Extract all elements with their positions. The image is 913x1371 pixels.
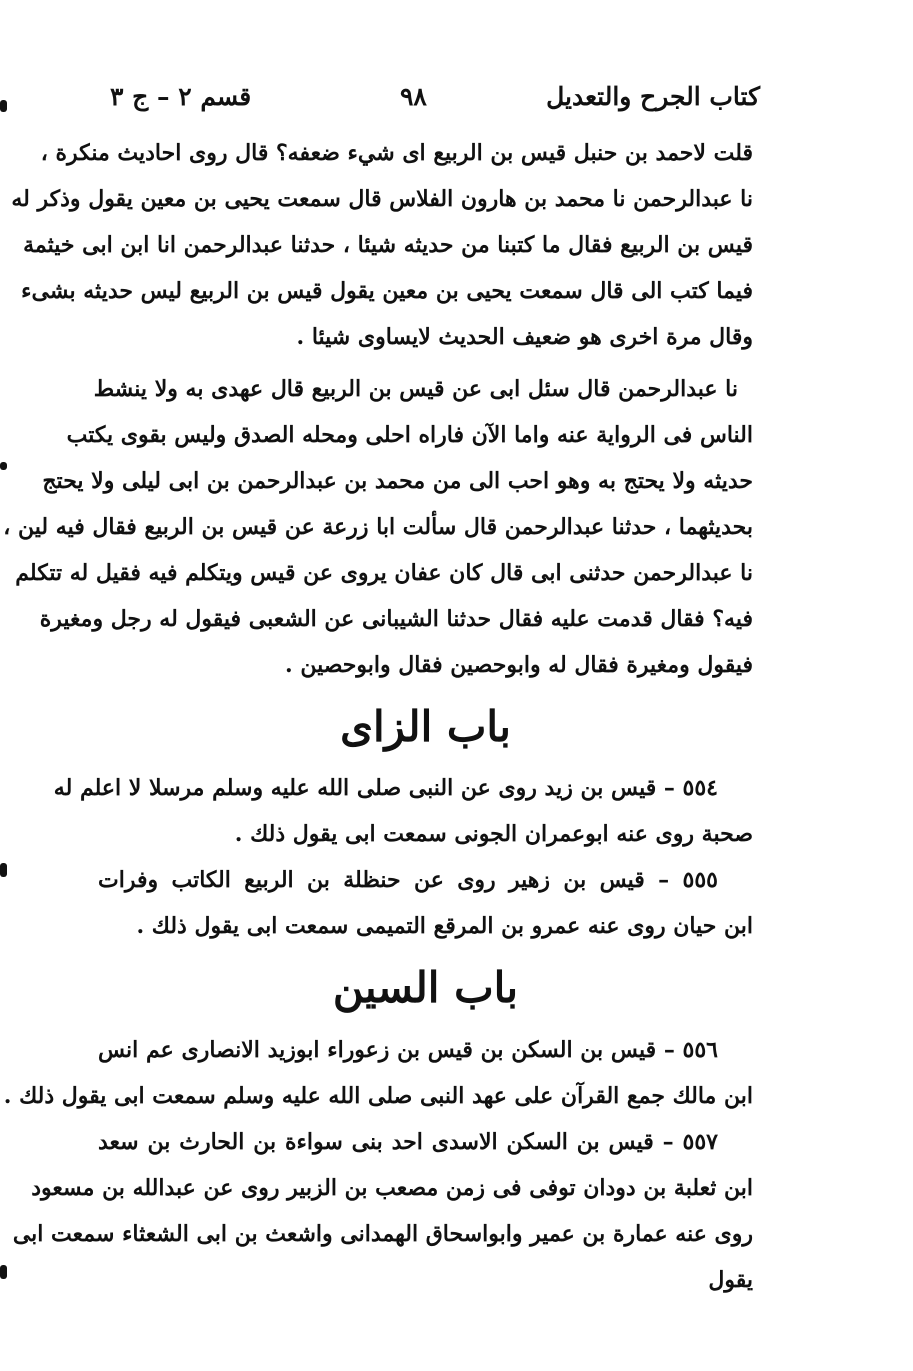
text-line: وقال مرة اخرى هو ضعيف الحديث لايساوى شيئا .	[296, 324, 753, 350]
entry-line: ٥٥٧ – قيس بن السكن الاسدى احد بنى سواءة بن الحارث بن سعد	[98, 1129, 718, 1155]
text-line: فيه؟ فقال قدمت عليه فقال حدثنا الشيبانى عن الشعبى فيقول له رجل ومغيرة	[39, 606, 753, 632]
text-line: قلت لاحمد بن حنبل قيس بن الربيع اى شيء ضعفه؟ قال روى احاديث منكرة ،	[40, 140, 753, 166]
scan-mark	[0, 863, 7, 877]
entry-line: ابن ثعلبة بن دودان توفى فى زمن مصعب بن الزبير روى عن عبدالله بن مسعود	[31, 1175, 753, 1201]
text-line: حديثه ولا يحتج به وهو احب الى من محمد بن عبدالرحمن بن ابى ليلى ولا يحتج	[42, 468, 753, 494]
text-line: نا عبدالرحمن حدثنى ابى قال كان عفان يروى عن قيس ويتكلم فيه فقيل له تتكلم	[15, 560, 753, 586]
text-line: فيما كتب الى قال سمعت يحيى بن معين يقول قيس بن الربيع ليس حديثه بشىء	[21, 278, 753, 304]
section-heading-zay: باب الزاى	[340, 702, 511, 751]
entry-line: صحبة روى عنه ابوعمران الجونى سمعت ابى يقول ذلك .	[234, 821, 753, 847]
section-heading-sin: باب السين	[332, 963, 519, 1012]
part-volume-label: قسم ٢ – ج ٣	[110, 82, 252, 111]
entry-line: ابن مالك جمع القرآن على عهد النبى صلى الله عليه وسلم سمعت ابى يقول ذلك .	[3, 1083, 753, 1109]
text-line: الناس فى الرواية عنه واما الآن فاراه احلى ومحله الصدق وليس بقوى يكتب	[66, 422, 753, 448]
page-header	[110, 82, 760, 122]
text-line: فيقول ومغيرة فقال له وابوحصين فقال وابوحصين .	[285, 652, 753, 678]
scan-mark	[0, 100, 7, 112]
entry-line: يقول	[708, 1267, 753, 1293]
entry-line: ابن حيان روى عنه عمرو بن المرقع التميمى سمعت ابى يقول ذلك .	[136, 913, 753, 939]
text-line: قيس بن الربيع فقال ما كتبنا من حديثه شيئا ، حدثنا عبدالرحمن انا ابن ابى خيثمة	[23, 232, 753, 258]
scan-mark	[0, 1265, 7, 1279]
text-line: بحديثهما ، حدثنا عبدالرحمن قال سألت ابا زرعة عن قيس بن الربيع فقال فيه لين ،	[3, 514, 753, 540]
entry-line: روى عنه عمارة بن عمير وابواسحاق الهمدانى واشعث بن ابى الشعثاء سمعت ابى	[12, 1221, 753, 1247]
entry-line: ٥٥٥ – قيس بن زهير روى عن حنظلة بن الربيع الكاتب وفرات	[98, 867, 718, 893]
entry-line: ٥٥٤ – قيس بن زيد روى عن النبى صلى الله عليه وسلم مرسلا لا اعلم له	[53, 775, 718, 801]
text-line: نا عبدالرحمن نا محمد بن هارون الفلاس قال سمعت يحيى بن معين يقول وذكر له	[11, 186, 753, 212]
entry-line: ٥٥٦ – قيس بن السكن بن قيس بن زعوراء ابوزيد الانصارى عم انس	[98, 1037, 718, 1063]
book-title: كتاب الجرح والتعديل	[546, 82, 760, 111]
page-number: ٩٨	[400, 82, 427, 111]
text-line: نا عبدالرحمن قال سئل ابى عن قيس بن الربيع قال عهدى به ولا ينشط	[93, 376, 738, 402]
scan-mark	[0, 462, 7, 470]
